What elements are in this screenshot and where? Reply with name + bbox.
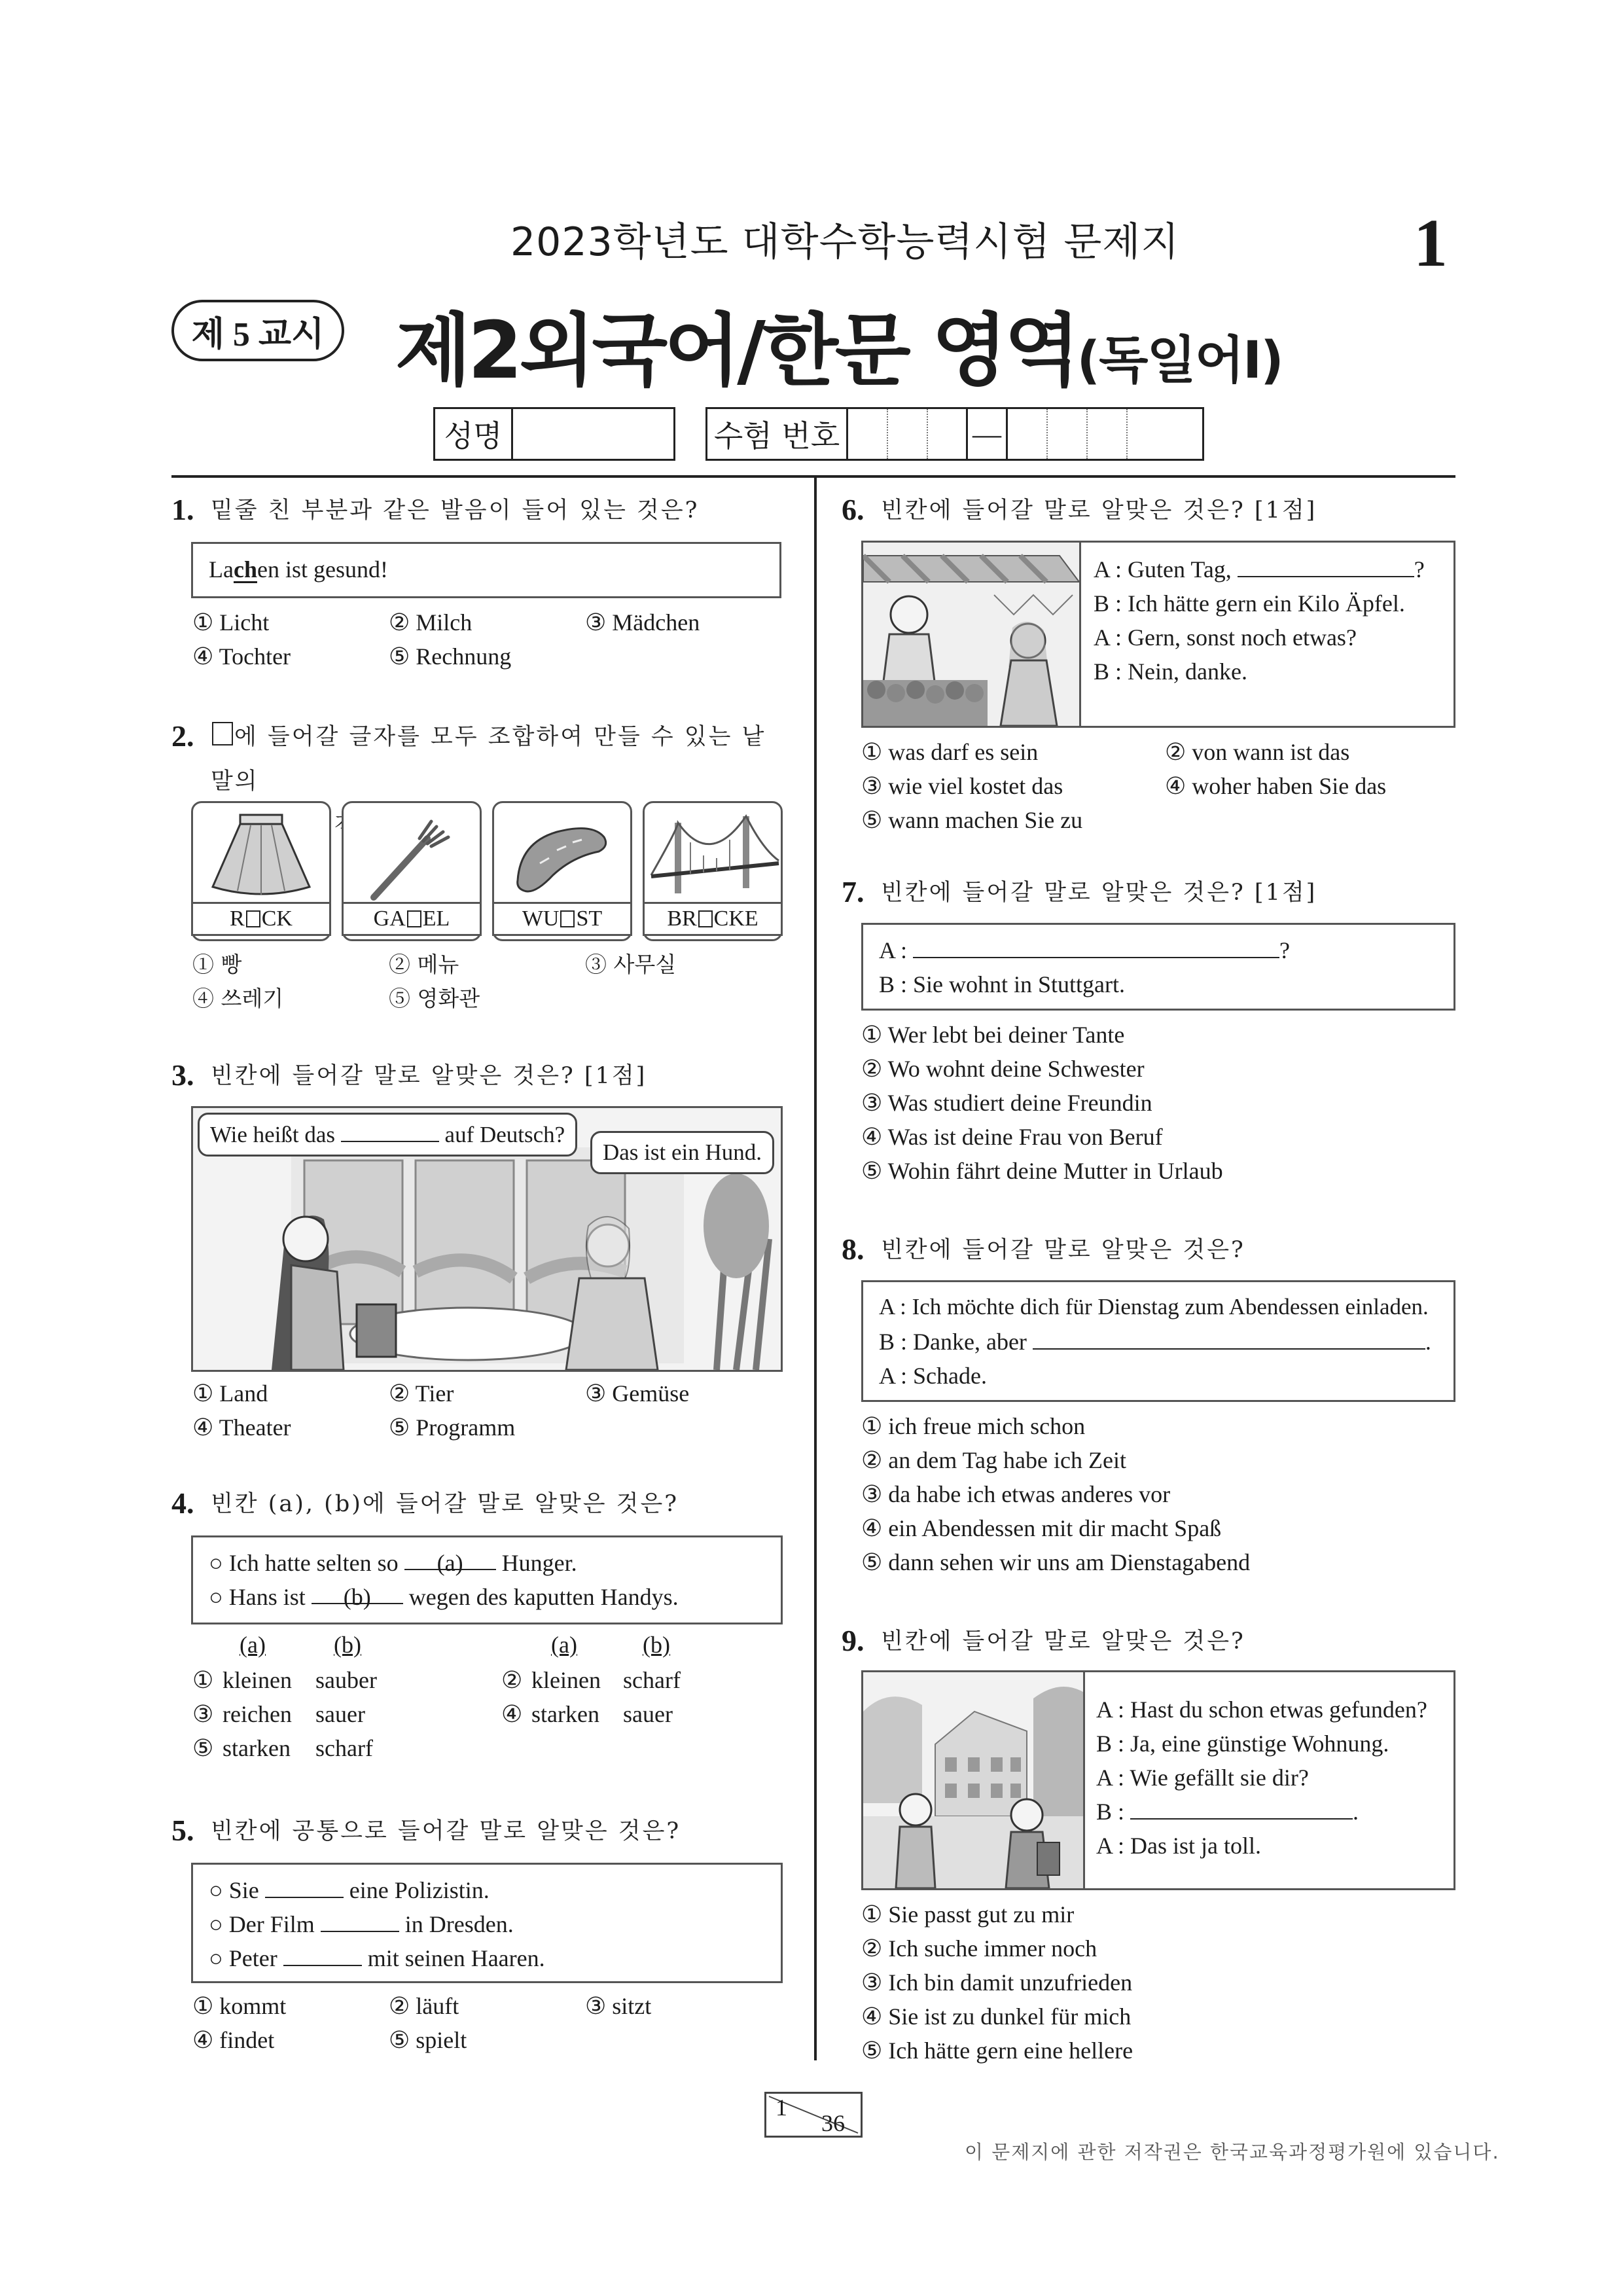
q2-option-4[interactable]: ④ 쓰레기 bbox=[192, 986, 284, 1011]
q8-number: 8. bbox=[842, 1232, 865, 1266]
copyright-notice: 이 문제지에 관한 저작권은 한국교육과정평가원에 있습니다. bbox=[965, 2141, 1500, 2163]
current-page: 1 bbox=[776, 2094, 787, 2121]
exam-number-label: 수험 번호 bbox=[707, 409, 848, 459]
q2-card-label: GA EL bbox=[342, 902, 482, 936]
q7-option-5[interactable]: ⑤ Wohin fährt deine Mutter in Urlaub bbox=[861, 1158, 1223, 1184]
period-badge: 제 5 교시 bbox=[171, 300, 344, 361]
name-label: 성명 bbox=[435, 409, 513, 459]
q2-card-label: R CK bbox=[191, 902, 331, 936]
q6-option-5[interactable]: ⑤ wann machen Sie zu bbox=[861, 807, 1083, 833]
q5-line-1: ○ Sie eine Polizistin. bbox=[209, 1877, 490, 1903]
q7-box bbox=[861, 923, 1455, 1011]
q4-col-b: (b) bbox=[334, 1632, 361, 1658]
q2-option-3[interactable]: ③ 사무실 bbox=[585, 952, 677, 977]
q6-number: 6. bbox=[842, 493, 865, 526]
exam-number-digit[interactable] bbox=[1088, 409, 1128, 459]
q6-dialog-line-1: A : Guten Tag, ? bbox=[1094, 556, 1425, 583]
q9-prompt: 빈칸에 들어갈 말로 알맞은 것은? bbox=[881, 1628, 1245, 1655]
q6-option-2[interactable]: ② von wann ist das bbox=[1165, 739, 1350, 765]
q6-dialog-line-4: B : Nein, danke. bbox=[1094, 658, 1247, 685]
q3-speech-bubble-left: Wie heißt das auf Deutsch? bbox=[198, 1113, 577, 1157]
subject-title bbox=[395, 288, 1283, 401]
q6-option-1[interactable]: ① was darf es sein bbox=[861, 739, 1039, 765]
q8-box bbox=[861, 1280, 1455, 1402]
exam-number-digit[interactable] bbox=[1048, 409, 1088, 459]
q9-box bbox=[861, 1670, 1455, 1890]
q1-option-1[interactable]: ① Licht bbox=[192, 609, 270, 636]
q3-speech-bubble-right: Das ist ein Hund. bbox=[590, 1131, 774, 1174]
subject-name: 제2외국어/한문 영역 bbox=[395, 306, 1077, 397]
q4-col-b: (b) bbox=[643, 1632, 670, 1658]
subject-language: (독일어Ⅰ) bbox=[1077, 331, 1283, 390]
q8-option-5[interactable]: ⑤ dann sehen wir uns am Dienstagabend bbox=[861, 1549, 1251, 1575]
exam-number-field[interactable] bbox=[705, 407, 1204, 461]
q5-line-3: ○ Peter mit seinen Haaren. bbox=[209, 1945, 545, 1971]
q7-option-2[interactable]: ② Wo wohnt deine Schwester bbox=[861, 1056, 1145, 1082]
exam-number-digit[interactable] bbox=[848, 409, 888, 459]
q1-option-5[interactable]: ⑤ Rechnung bbox=[389, 643, 512, 670]
q8-option-4[interactable]: ④ ein Abendessen mit dir macht Spaß bbox=[861, 1515, 1222, 1541]
q3-option-2[interactable]: ② Tier bbox=[389, 1380, 454, 1407]
q1-number: 1. bbox=[171, 493, 194, 526]
q3-option-5[interactable]: ⑤ Programm bbox=[389, 1414, 516, 1441]
q5-box bbox=[191, 1863, 783, 1983]
q9-dialog-line-5: A : Das ist ja toll. bbox=[1096, 1833, 1261, 1859]
q4-col-a: (a) bbox=[551, 1632, 577, 1658]
page-number: 1 bbox=[1414, 206, 1448, 281]
q7-dialog-line-2: B : Sie wohnt in Stuttgart. bbox=[879, 971, 1126, 997]
q6-dialog-line-3: A : Gern, sonst noch etwas? bbox=[1094, 624, 1357, 651]
q6-dialog-line-2: B : Ich hätte gern ein Kilo Äpfel. bbox=[1094, 590, 1405, 617]
q8-option-1[interactable]: ① ich freue mich schon bbox=[861, 1413, 1086, 1439]
q3-option-1[interactable]: ① Land bbox=[192, 1380, 268, 1407]
q2-option-5[interactable]: ⑤ 영화관 bbox=[389, 986, 480, 1011]
blank-square-icon bbox=[212, 722, 233, 745]
exam-number-digit[interactable] bbox=[928, 409, 968, 459]
q8-option-2[interactable]: ② an dem Tag habe ich Zeit bbox=[861, 1447, 1126, 1473]
q9-dialog-line-2: B : Ja, eine günstige Wohnung. bbox=[1096, 1731, 1389, 1757]
q9-dialog-line-4: B : . bbox=[1096, 1799, 1359, 1825]
q3-number: 3. bbox=[171, 1058, 194, 1092]
exam-number-dash: — bbox=[968, 409, 1008, 459]
q7-option-1[interactable]: ① Wer lebt bei deiner Tante bbox=[861, 1022, 1125, 1048]
q6-illustration bbox=[863, 543, 1081, 726]
q4-box bbox=[191, 1535, 783, 1624]
q1-option-4[interactable]: ④ Tochter bbox=[192, 643, 291, 670]
q5-option-2[interactable]: ② läuft bbox=[389, 1993, 459, 2019]
q8-dialog-line-1: A : Ich möchte dich für Dienstag zum Abendessen einladen. bbox=[879, 1294, 1429, 1319]
q9-option-2[interactable]: ② Ich suche immer noch bbox=[861, 1935, 1097, 1962]
q4-number: 4. bbox=[171, 1486, 194, 1520]
q5-line-2: ○ Der Film in Dresden. bbox=[209, 1911, 514, 1937]
exam-number-digit[interactable] bbox=[888, 409, 928, 459]
q9-illustration bbox=[863, 1672, 1085, 1888]
q5-option-1[interactable]: ① kommt bbox=[192, 1993, 287, 2019]
exam-number-digit[interactable] bbox=[1128, 409, 1168, 459]
q6-option-4[interactable]: ④ woher haben Sie das bbox=[1165, 773, 1387, 799]
header-divider bbox=[171, 475, 1455, 478]
q5-prompt: 빈칸에 공통으로 들어갈 말로 알맞은 것은? bbox=[211, 1818, 681, 1844]
q2-option-2[interactable]: ② 메뉴 bbox=[389, 952, 459, 977]
q2-card-label: WU ST bbox=[492, 902, 632, 936]
blank-square-icon bbox=[560, 910, 575, 927]
q9-dialog-line-1: A : Hast du schon etwas gefunden? bbox=[1096, 1696, 1427, 1723]
q9-option-4[interactable]: ④ Sie ist zu dunkel für mich bbox=[861, 2003, 1132, 2030]
q9-number: 9. bbox=[842, 1624, 865, 1657]
q5-option-4[interactable]: ④ findet bbox=[192, 2027, 275, 2053]
q4-col-a: (a) bbox=[240, 1632, 266, 1658]
q4-line-2: ○ Hans ist (b) wegen des kaputten Handys. bbox=[209, 1584, 679, 1610]
q7-option-4[interactable]: ④ Was ist deine Frau von Beruf bbox=[861, 1124, 1163, 1150]
q4-prompt: 빈칸 (a), (b)에 들어갈 말로 알맞은 것은? bbox=[211, 1491, 679, 1517]
q1-option-3[interactable]: ③ Mädchen bbox=[585, 609, 700, 636]
q3-prompt: 빈칸에 들어갈 말로 알맞은 것은? [1점] bbox=[211, 1063, 647, 1089]
q7-dialog-line-1: A : ? bbox=[879, 937, 1290, 963]
q6-prompt: 빈칸에 들어갈 말로 알맞은 것은? [1점] bbox=[881, 497, 1317, 524]
column-divider bbox=[814, 476, 817, 2060]
q5-number: 5. bbox=[171, 1814, 194, 1847]
q8-dialog-line-2: B : Danke, aber . bbox=[879, 1329, 1431, 1355]
q1-option-2[interactable]: ② Milch bbox=[389, 609, 473, 636]
q6-box bbox=[861, 541, 1455, 728]
q2-option-1[interactable]: ① 빵 bbox=[192, 952, 242, 977]
blank-square-icon bbox=[246, 910, 260, 927]
q1-underlined: ch bbox=[233, 556, 257, 583]
q9-option-1[interactable]: ① Sie passt gut zu mir bbox=[861, 1901, 1075, 1928]
blank-square-icon bbox=[407, 910, 421, 927]
q3-blank bbox=[341, 1121, 439, 1142]
exam-number-digit[interactable] bbox=[1008, 409, 1048, 459]
q1-sentence: Lachen ist gesund! bbox=[209, 556, 388, 583]
q4-line-1: ○ Ich hatte selten so (a) Hunger. bbox=[209, 1550, 577, 1576]
q1-prompt: 밑줄 친 부분과 같은 발음이 들어 있는 것은? bbox=[211, 497, 700, 524]
page-indicator bbox=[764, 2092, 863, 2138]
q7-prompt: 빈칸에 들어갈 말로 알맞은 것은? [1점] bbox=[881, 880, 1317, 906]
exam-title: 2023학년도 대학수학능력시험 문제지 bbox=[510, 219, 1180, 265]
q2-card-label: BR CKE bbox=[643, 902, 783, 936]
q3-option-3[interactable]: ③ Gemüse bbox=[585, 1380, 690, 1407]
q9-option-3[interactable]: ③ Ich bin damit unzufrieden bbox=[861, 1969, 1133, 1996]
q9-dialog-line-3: A : Wie gefällt sie dir? bbox=[1096, 1765, 1309, 1791]
q5-option-3[interactable]: ③ sitzt bbox=[585, 1993, 652, 2019]
q2-prompt: 에 들어갈 글자를 모두 조합하여 만들 수 있는 낱말의 [1점] bbox=[211, 715, 787, 848]
name-field[interactable] bbox=[433, 407, 675, 461]
q5-option-5[interactable]: ⑤ spielt bbox=[389, 2027, 467, 2053]
q8-option-3[interactable]: ③ da habe ich etwas anderes vor bbox=[861, 1481, 1171, 1507]
q2-number: 2. bbox=[171, 719, 194, 753]
blank-square-icon bbox=[698, 910, 713, 927]
q3-option-4[interactable]: ④ Theater bbox=[192, 1414, 291, 1441]
name-input-area[interactable] bbox=[513, 409, 673, 459]
q1-box bbox=[191, 542, 781, 598]
q8-dialog-line-3: A : Schade. bbox=[879, 1363, 987, 1389]
q7-option-3[interactable]: ③ Was studiert deine Freundin bbox=[861, 1090, 1152, 1116]
q8-prompt: 빈칸에 들어갈 말로 알맞은 것은? bbox=[881, 1237, 1245, 1263]
q9-option-5[interactable]: ⑤ Ich hätte gern eine hellere bbox=[861, 2037, 1133, 2064]
q6-option-3[interactable]: ③ wie viel kostet das bbox=[861, 773, 1063, 799]
total-pages: 36 bbox=[821, 2110, 845, 2136]
q7-number: 7. bbox=[842, 875, 865, 908]
